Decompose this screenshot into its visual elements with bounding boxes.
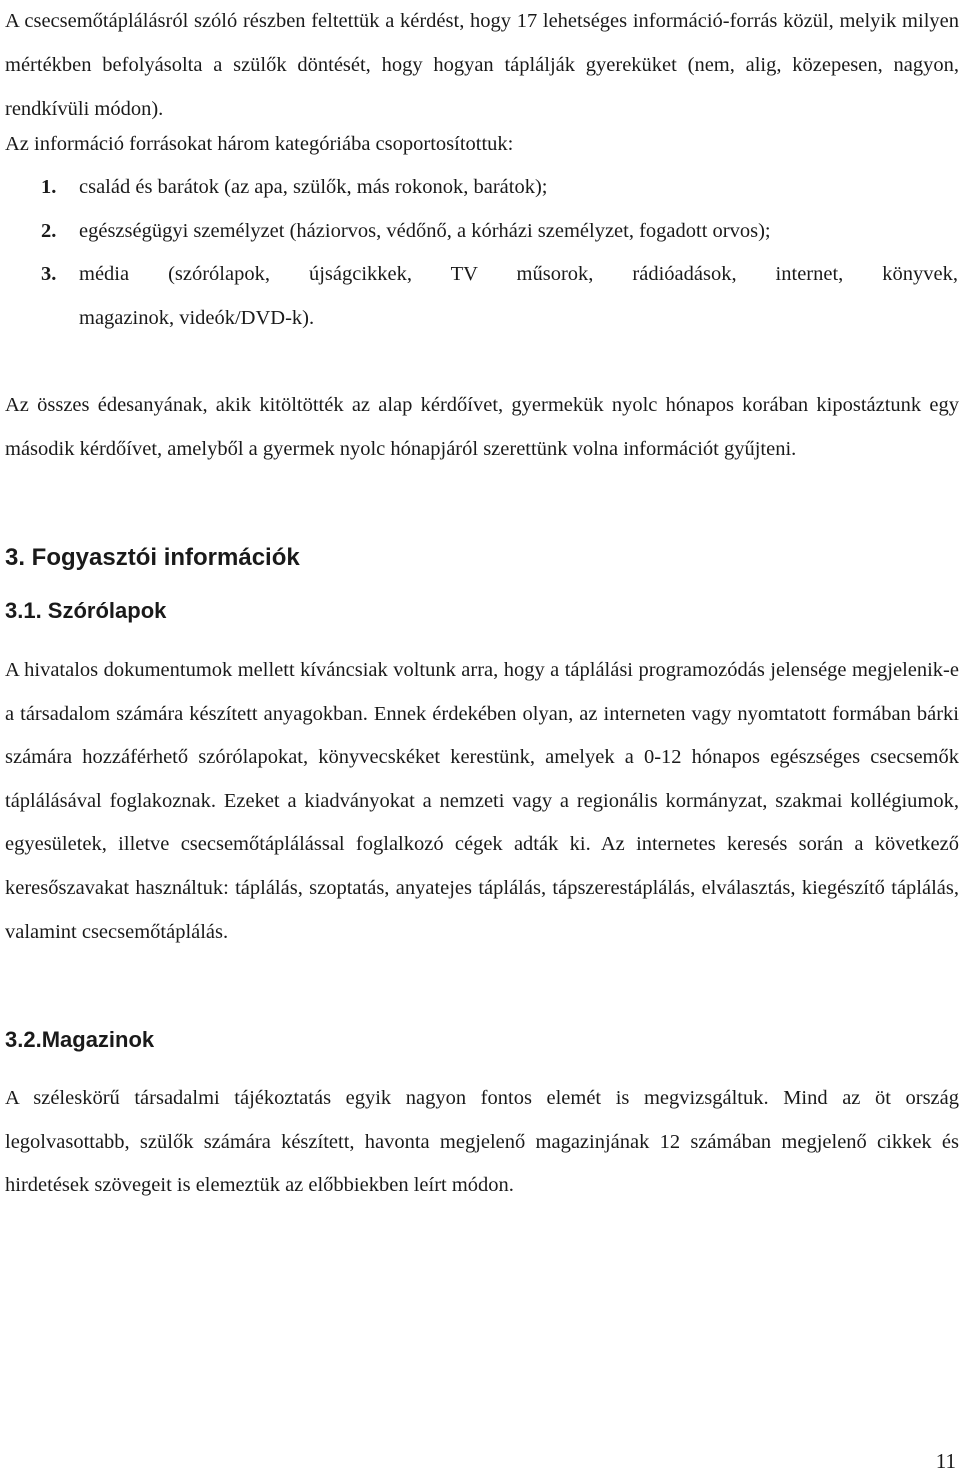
list-item (0, 166, 960, 210)
subsection-heading-magazines: 3.2.Magazinok (5, 1027, 155, 1052)
list-item (0, 253, 960, 340)
list-item-text-continuation: magazinok, videók/DVD-k). (79, 306, 315, 329)
intro-paragraph: A csecsemőtáplálásról szóló részben feltettük a kérdést, hogy 17 lehetséges információ-forrás közül, melyik milyen mértékben befolyásolta a szülők döntését, hogy hogyan táplálják gyereküket (nem, alig, közepesen, nagyon, rendkívüli módon). (5, 10, 959, 120)
list-item-number: 3. (41, 263, 57, 286)
page-number: 11 (935, 1449, 956, 1473)
leaflets-paragraph: A hivatalos dokumentumok mellett kíváncsiak voltunk arra, hogy a táplálási programozódás jelensége megjelenik-e a társadalom számára készített anyagokban. Ennek érdekében olyan, az interneten vagy nyomtatott formában bárki számára hozzáférhető szórólapokat, könyvecskéket kerestünk, amelyek a 0-12 hónapos egészséges csecsemők táplálásával foglakoznak. Ezeket a kiadványokat a nemzeti vagy a regionális kormányzat, szakmai kollégiumok, egyesületek, illetve csecsemőtáplálással foglalkozó cégek adták ki. Az internetes keresés során a következő keresőszavakat használtuk: táplálás, szoptatás, anyatejes táplálás, tápszerestáplálás, elválasztás, kiegészítő táplálás, valamint csecsemőtáplálás. (5, 659, 959, 943)
list-item-text: média (szórólapok, újságcikkek, TV műsorok, rádióadások, internet, könyvek, (79, 263, 958, 286)
list-item-number: 2. (41, 219, 57, 242)
section-heading: 3. Fogyasztói információk (5, 544, 300, 571)
list-item-text: család és barátok (az apa, szülők, más rokonok, barátok); (79, 176, 548, 198)
subsection-heading-leaflets: 3.1. Szórólapok (5, 598, 167, 623)
list-item-text: egészségügyi személyzet (háziorvos, védőnő, a kórházi személyzet, fogadott orvos); (79, 219, 771, 242)
categories-intro: Az információ forrásokat három kategóriába csoportosítottuk: (5, 133, 514, 155)
list-item-number: 1. (41, 176, 57, 198)
second-questionnaire-paragraph: Az összes édesanyának, akik kitöltötték az alap kérdőívet, gyermekük nyolc hónapos korában kipostáztunk egy második kérdőívet, amelyből a gyermek nyolc hónapjáról szerettünk volna információt gyűjteni. (5, 394, 959, 460)
information-source-categories (0, 166, 960, 340)
magazines-paragraph: A széleskörű társadalmi tájékoztatás egyik nagyon fontos elemét is megvizsgáltuk. Mind az öt ország legolvasottabb, szülők számára készített, havonta megjelenő magazinjának 12 számában megjelenő cikkek és hirdetések szövegeit is elemeztük az előbbiekben leírt módon. (5, 1087, 959, 1197)
list-item (0, 210, 960, 254)
